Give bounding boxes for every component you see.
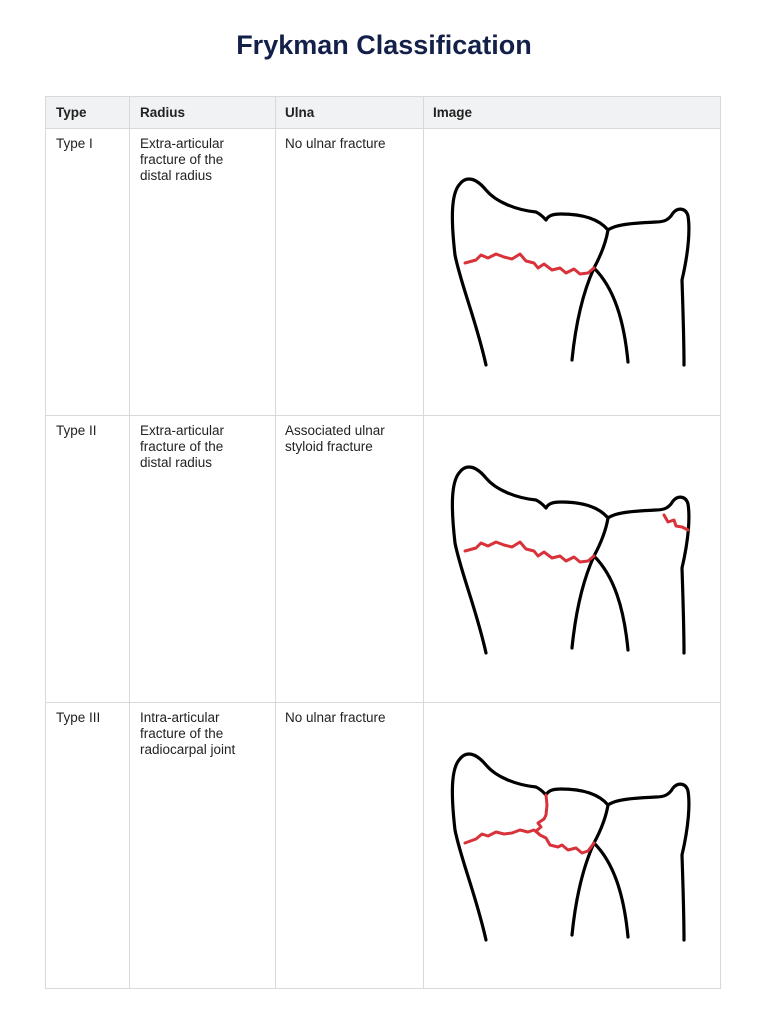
type-i-fracture-illustration (446, 160, 696, 380)
page-title: Frykman Classification (236, 30, 532, 60)
row2-ulna: Associated ulnar styloid fracture (285, 423, 385, 454)
row1-radius: Extra-articular fracture of the distal radius (140, 136, 225, 183)
row1-type: Type I (56, 136, 93, 151)
row2-type: Type II (56, 423, 97, 438)
ulna-bone (608, 209, 689, 365)
intra-articular-fracture-line (536, 795, 547, 835)
row3-radius: Intra-articular fracture of the radiocarpal joint (140, 710, 236, 757)
header-type: Type (56, 105, 87, 120)
row3-type: Type III (56, 710, 101, 725)
header-ulna: Ulna (285, 105, 315, 120)
row1-ulna: No ulnar fracture (285, 136, 386, 151)
row3-ulna: No ulnar fracture (285, 710, 386, 725)
header-image: Image (433, 105, 473, 120)
type-iii-fracture-illustration (446, 735, 696, 955)
type-ii-fracture-illustration (446, 448, 696, 668)
ulnar-styloid-fracture-line (664, 515, 688, 530)
radius-fracture-line (465, 254, 594, 274)
row2-radius: Extra-articular fracture of the distal radius (140, 423, 225, 470)
radius-bone (452, 179, 628, 365)
header-radius: Radius (140, 105, 186, 120)
